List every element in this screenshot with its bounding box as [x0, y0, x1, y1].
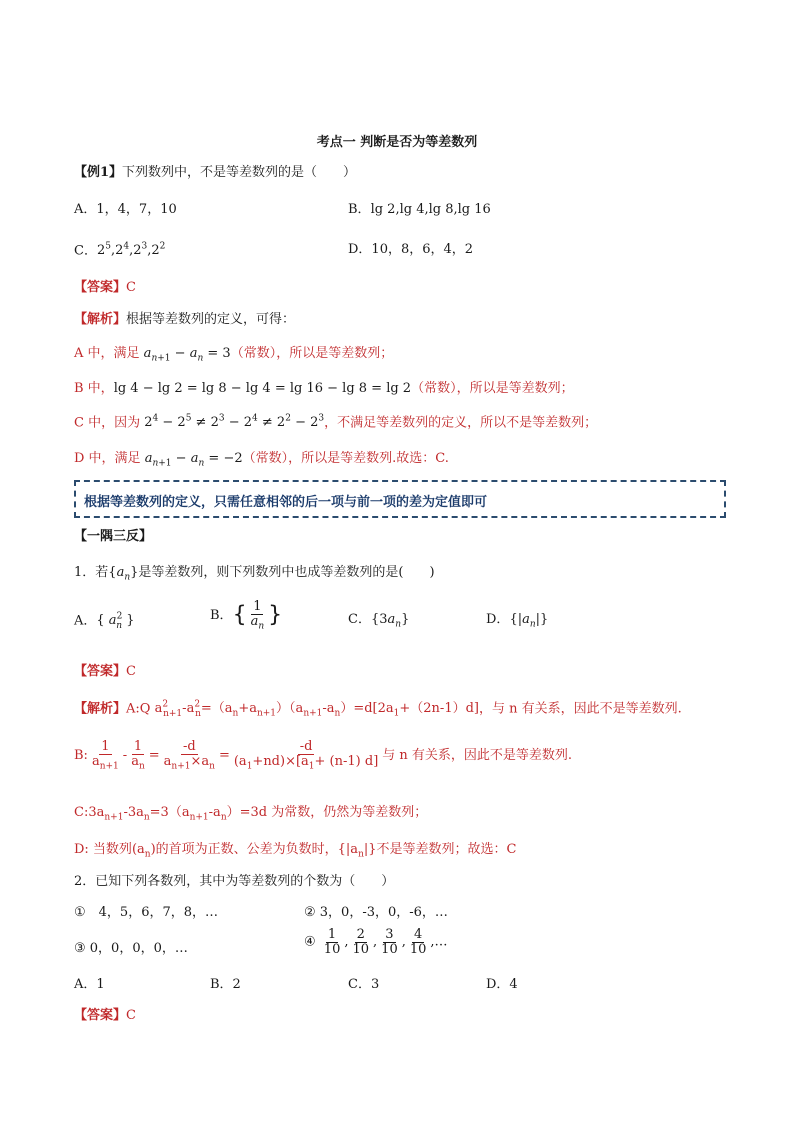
q1-stem-suffix: 是等差数列，则下列数列中也成等差数列的是( )	[138, 565, 435, 580]
q1-seq: $\{a_n\}$	[108, 565, 139, 583]
q2-answer-value: C	[126, 1008, 136, 1023]
answer-value: C	[126, 280, 136, 295]
option-c-math: $2^5,2^4,2^3,2^2$	[96, 242, 166, 259]
line-a-prefix: A 中，满足	[74, 346, 140, 361]
q1-analysis-b-suffix: 与 n 有关系，因此不是等差数列.	[382, 748, 573, 764]
q2-stem: 2．已知下列各数列，其中为等差数列的个数为（ ）	[74, 874, 395, 889]
tip-text: 根据等差数列的定义，只需任意相邻的后一项与前一项的差为定值即可	[84, 495, 488, 510]
q2-frac-2: $\frac{2}{10}$	[352, 927, 370, 957]
tip-box	[74, 480, 726, 518]
q2-frac-3: $\frac{3}{10}$	[381, 927, 398, 957]
answer-label: 【答案】	[74, 280, 127, 295]
q1-analysis-d-middle: 的首项为正数、公差为负数时，	[155, 842, 338, 857]
q2-item-4: ④ $\frac{1}{10}$ , $\frac{2}{10}$ , $\frac{3}{10}$ , $\frac{4}{10}$ ,…	[304, 927, 448, 957]
analysis-label: 【解析】	[74, 312, 127, 327]
q1-analysis-a-prefix: A:Q	[126, 701, 151, 717]
q2-option-a: A．1	[74, 977, 105, 992]
frac-2: $\frac{1}{a_n}$	[131, 739, 145, 772]
q2-answer	[74, 1008, 136, 1024]
q1-analysis-c-text: =3d 为常数，仍然为等差数列；	[239, 805, 428, 820]
q1-option-b-brace-left: {	[232, 602, 247, 628]
q1-analysis-b-prefix: B:	[74, 748, 88, 764]
frac-3: $\frac{-d}{a_{n+1}\times a_n}$	[163, 739, 215, 772]
q1-analysis-d-prefix: D: 当数列	[74, 842, 132, 857]
frac-1: $\frac{1}{a_{n+1}}$	[91, 739, 119, 772]
q1-option-c-math: $\{3a_n\}$	[370, 612, 410, 630]
q2-answer-label: 【答案】	[74, 1008, 127, 1023]
q1-analysis-a-suffix: ，与 n 有关系，因此不是等差数列.	[478, 701, 682, 717]
q1-option-d	[486, 612, 548, 630]
example-1-question	[74, 165, 356, 181]
example-label: 【例1】	[74, 165, 123, 180]
option-b-math: lg 2,lg 4,lg 8,lg 16	[370, 202, 491, 217]
line-d-math: $a_{n+1} - a_n = -2$	[144, 451, 243, 469]
q2-option-c: C．3	[348, 977, 380, 992]
q1-option-b-label: B．	[210, 608, 233, 624]
ex1-option-a: A．1，4，7，10	[74, 202, 177, 217]
q1-stem-prefix: 1．若	[74, 565, 109, 580]
ex1-answer	[74, 280, 136, 296]
page-title: 考点一 判断是否为等差数列	[316, 135, 478, 150]
ex1-line-a	[74, 346, 393, 364]
q1-answer-value: C	[126, 664, 136, 679]
line-a-suffix: （常数），所以是等差数列；	[230, 346, 394, 361]
q2-item-1: ① 4，5，6，7，8，…	[74, 905, 219, 920]
q1-analysis-c-math: $C:3a_{n+1}-3a_n=3(a_{n+1}-a_n)$	[74, 805, 240, 823]
q1-option-b	[210, 600, 282, 632]
q1-analysis-d	[74, 842, 516, 860]
q1-stem	[74, 565, 435, 583]
ex1-option-d: D．10，8，6，4，2	[348, 242, 474, 257]
analysis-intro: 根据等差数列的定义，可得：	[126, 312, 296, 327]
line-d-suffix: （常数），所以是等差数列.故选：C.	[242, 451, 449, 466]
line-b-prefix: B 中，	[74, 381, 114, 396]
q1-analysis-a	[74, 700, 682, 720]
q1-analysis-d-suffix: 不是等差数列；故选：C	[376, 842, 517, 857]
q1-analysis-b: B: $\frac{1}{a_{n+1}}$ - $\frac{1}{a_n}$ = $\frac{-d}{a_{n+1}\times a_n}$ = $\frac{-d}{(a_1+nd)\times[a_1+ (n-1) d]}$ 与 n 有关系，因此不是等差数列.	[74, 739, 573, 772]
ex1-line-c	[74, 414, 597, 431]
line-d-prefix: D 中，满足	[74, 451, 141, 466]
q2-item-4-prefix: ④	[304, 934, 316, 950]
ex1-option-c	[74, 242, 165, 259]
q1-option-a-math: { $a^2_n$ }	[96, 612, 135, 631]
line-b-math: lg 4 − lg 2 = lg 8 − lg 4 = lg 16 − lg 8 = lg 2	[113, 381, 412, 396]
q2-option-b: B．2	[210, 977, 241, 992]
frac-4: $\frac{-d}{(a_1+nd)\times[a_1+ (n-1) d]}$	[233, 739, 379, 772]
q1-option-b-fraction: $\frac{1}{a_n}$	[250, 599, 265, 632]
q2-frac-4: $\frac{4}{10}$	[409, 927, 427, 957]
line-c-suffix: ，不满足等差数列的定义，所以不是等差数列；	[324, 415, 598, 431]
example-stem: 下列数列中，不是等差数列的是（ ）	[122, 165, 357, 180]
option-b-prefix: B．	[348, 202, 371, 217]
q1-option-d-math: $\{|a_n|\}$	[509, 612, 549, 630]
ex1-line-b	[74, 381, 574, 397]
line-b-suffix: （常数），所以是等差数列；	[411, 381, 574, 396]
ex1-analysis	[74, 312, 295, 328]
q1-option-a	[74, 612, 135, 632]
q1-analysis-d-seq: $(a_n)$	[131, 842, 156, 860]
q1-option-b-brace-right: }	[268, 602, 283, 628]
line-c-prefix: C 中，因为	[74, 415, 141, 431]
q2-frac-1: $\frac{1}{10}$	[323, 927, 341, 957]
ex1-line-d	[74, 451, 449, 469]
q1-analysis-d-abs: $\{|a_n|\}$	[337, 842, 377, 860]
ex1-option-b	[348, 202, 491, 218]
q1-analysis-a-math: $a^2_{n+1}-a^2_n=(a_n+a_{n+1})(a_{n+1}-a_n)=d[2a_1+(2n-1)d]$	[154, 700, 479, 719]
line-a-math: $a_{n+1} - a_n = 3$	[143, 346, 231, 364]
q2-item-2: ② 3，0，-3，0，-6，…	[304, 905, 448, 920]
q1-option-c-label: C．	[348, 612, 371, 627]
q2-item-3: ③ 0，0，0，0，…	[74, 941, 188, 956]
q1-option-d-label: D．	[486, 612, 510, 627]
q1-option-c	[348, 612, 409, 630]
practice-heading: 【一隅三反】	[74, 529, 153, 544]
q1-analysis-label: 【解析】	[74, 701, 127, 717]
q1-answer	[74, 664, 136, 680]
q2-option-d: D．4	[486, 977, 518, 992]
q1-answer-label: 【答案】	[74, 664, 127, 679]
q1-analysis-c	[74, 805, 427, 823]
q1-option-a-label: A．	[74, 613, 97, 629]
line-c-math: $2^4 - 2^5 \ne 2^3 - 2^4 \ne 2^2 - 2^3$	[144, 414, 325, 431]
option-c-prefix: C．	[74, 243, 97, 259]
